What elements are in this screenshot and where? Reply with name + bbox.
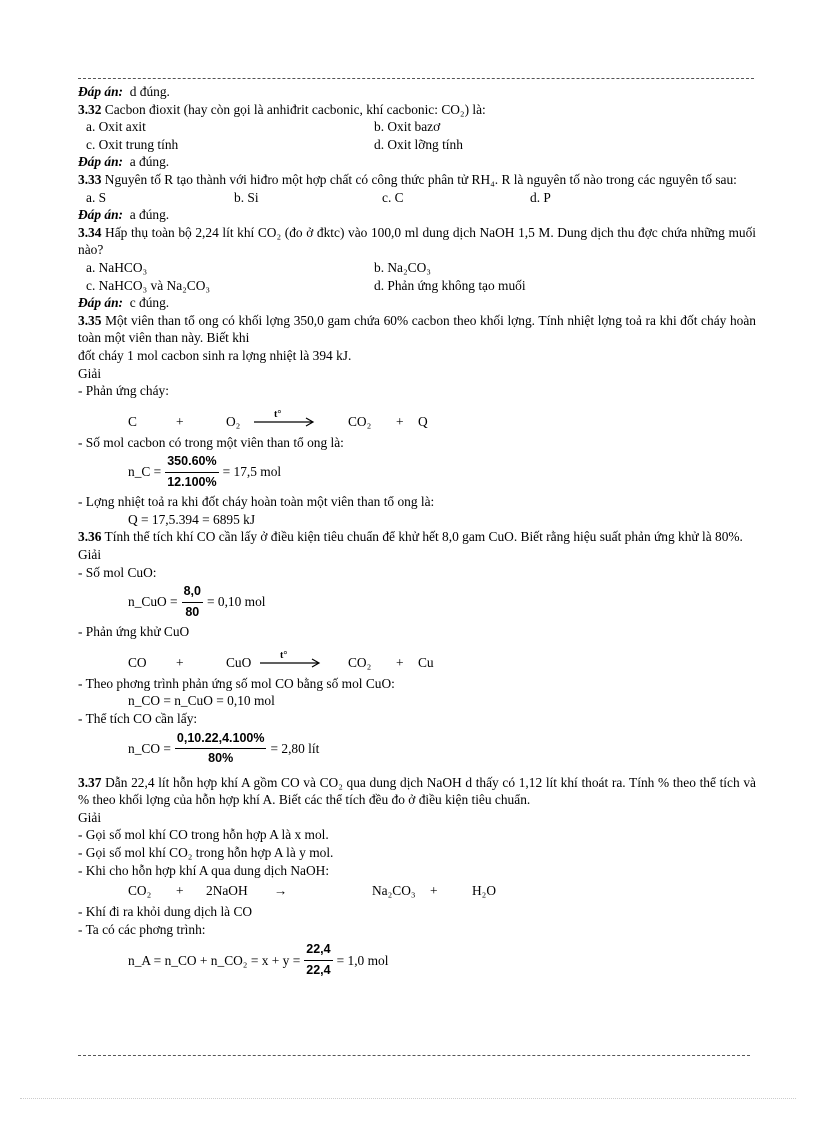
answer-331: Đáp án: d đúng. — [78, 84, 170, 99]
fraction: $\frac{350.60\%}{12.100\%}$ — [167, 454, 217, 489]
equation-337-1: n_A = n_CO + n_CO₂ = x + y = $\frac{22,4}{22,4}$ = 1,0 mol — [78, 938, 756, 982]
equation-335-1: n_C = $\frac{350.60\%}{12.100\%}$ = 17,5 mol — [78, 451, 756, 493]
question-333: 3.33 Nguyên tố R tạo thành với hiđro một hợp chất có công thức phân tử RH₄. R là nguyên tố nào trong các nguyên tố sau: — [78, 171, 737, 187]
question-332: 3.32 Cacbon đioxit (hay còn gọi là anhiđrit cacbonic, khí cacbonic: CO₂) là: — [78, 101, 486, 117]
options-333: a. S b. Si c. C d. P — [86, 189, 551, 205]
equation-336-3: n_CO = $\frac{0,10.22,4.100\%}{80\%}$ = 2,80 lít — [78, 728, 756, 770]
question-337: 3.37 Dẫn 22,4 lít hỗn hợp khí A gồm CO và CO₂ qua dung dịch NaOH d thấy có 1,12 lít khí thoát ra. Tính % theo thể tích và % theo khối lợng của hỗn hợp khí A. Biết các thể tích đều đo ở điều kiện tiêu chuẩn. — [78, 774, 756, 808]
equation-335-2: Q = 17,5.394 = 6895 kJ — [128, 511, 256, 527]
question-334: 3.34 Hấp thụ toàn bộ 2,24 lít khí CO₂ (đo ở đktc) vào 100,0 ml dung dịch NaOH 1,5 M. Dung dịch thu đợc chứa những muối nào? — [78, 224, 756, 258]
step-337-1: - Gọi số mol khí CO trong hỗn hợp A là x mol. — [78, 827, 329, 843]
top-rule — [78, 78, 754, 79]
solution-label-337: Giải — [78, 809, 102, 825]
question-335: 3.35 Một viên than tổ ong có khối lợng 350,0 gam chứa 60% cacbon theo khối lợng. Tính nhiệt lợng toả ra khi đốt cháy hoàn toàn một viên than này. Biết khi — [78, 312, 756, 346]
equation-336-2: n_CO = n_CuO = 0,10 mol — [128, 693, 275, 709]
page-footer-rule — [20, 1098, 796, 1099]
step-335-1: - Phản ứng cháy: — [78, 383, 169, 399]
step-336-4: - Thể tích CO cần lấy: — [78, 711, 198, 727]
equation-336-1: n_CuO = $\frac{8,0}{80}$ = 0,10 mol — [78, 581, 756, 623]
question-335-cont: đốt cháy 1 mol cacbon sinh ra lợng nhiệt là 394 kJ. — [78, 347, 352, 363]
answer-label: Đáp án: — [78, 84, 124, 99]
answer-333: Đáp án: a đúng. — [78, 207, 170, 223]
solution-label-336: Giải — [78, 547, 102, 563]
options-334: a. NaHCO₃ b. Na₂CO₃ — [86, 259, 431, 275]
step-337-5: - Ta có các phơng trình: — [78, 921, 206, 937]
fraction: $\frac{0,10.22,4.100\%}{80\%}$ — [176, 730, 265, 766]
step-337-4: - Khí đi ra khỏi dung dịch là CO — [78, 904, 253, 920]
step-337-2: - Gọi số mol khí CO₂ trong hỗn hợp A là y mol. — [78, 845, 334, 860]
step-335-2: - Số mol cacbon có trong một viên than tổ ong là: — [78, 434, 344, 450]
question-336: 3.36 Tính thể tích khí CO cần lấy ở điều kiện tiêu chuẩn để khử hết 8,0 gam CuO. Biết rằng hiệu suất phản ứng khử là 80%. — [78, 529, 743, 545]
options-334b: c. NaHCO₃ và Na₂CO₃ d. Phản ứng không tạo muối — [86, 277, 526, 293]
arrow-icon: → — [274, 883, 288, 899]
options-332: a. Oxit axit b. Oxit bazơ — [86, 119, 441, 135]
step-336-2: - Phản ứng khử CuO — [78, 624, 190, 640]
step-336-3: - Theo phơng trình phản ứng số mol CO bằng số mol CuO: — [78, 675, 395, 691]
reaction-335: C + O₂ t° CO₂ + Q — [128, 408, 428, 429]
answer-334: Đáp án: c đúng. — [78, 295, 170, 311]
answer-332: Đáp án: a đúng. — [78, 154, 170, 170]
reaction-336: CO + CuO t° CO₂ + Cu — [128, 649, 434, 671]
document-body — [78, 83, 756, 982]
fraction: $\frac{22,4}{22,4}$ — [306, 942, 331, 977]
step-337-3: - Khi cho hỗn hợp khí A qua dung dịch NaOH: — [78, 862, 330, 878]
step-336-1: - Số mol CuO: — [78, 564, 157, 580]
reaction-337: CO₂ + 2NaOH → Na₂CO₃ + H₂O — [128, 883, 497, 899]
options-332b: c. Oxit trung tính d. Oxit lỡng tính — [86, 136, 463, 152]
step-335-3: - Lợng nhiệt toả ra khi đốt cháy hoàn toàn một viên than tổ ong là: — [78, 494, 435, 510]
bottom-rule — [78, 1055, 750, 1056]
fraction: $\frac{8,0}{80}$ — [183, 584, 201, 619]
solution-label-335: Giải — [78, 365, 102, 381]
reaction-arrow: t° — [252, 415, 318, 429]
reaction-arrow: t° — [258, 656, 324, 670]
